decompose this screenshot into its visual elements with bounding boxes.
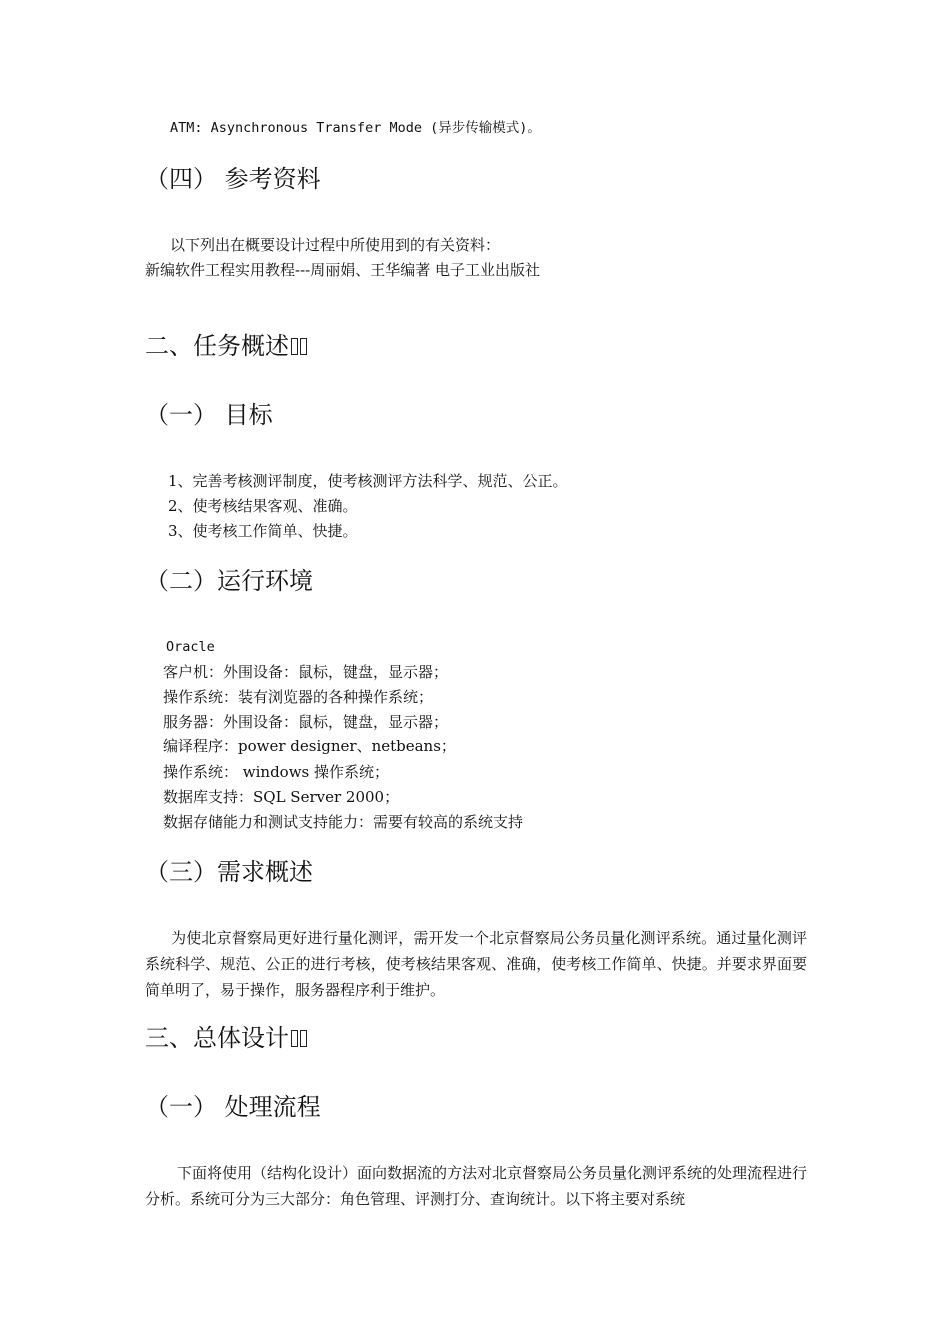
env-line: 操作系统： windows 操作系统； [163, 763, 390, 781]
missing-glyph-icon [300, 338, 307, 355]
env-line: 服务器：外围设备：鼠标，键盘，显示器； [163, 713, 449, 731]
process-flow-paragraph [145, 1160, 807, 1212]
env-line: 操作系统：装有浏览器的各种操作系统； [163, 688, 434, 706]
env-line: 数据库支持：SQL Server 2000； [163, 788, 400, 806]
env-line: 编译程序：power designer、netbeans； [163, 737, 456, 755]
chapter-heading-text: 二、任务概述 [145, 332, 289, 360]
env-line: 数据存储能力和测试支持能力：需要有较高的系统支持 [163, 813, 524, 831]
section-heading-process-flow: （一） 处理流程 [145, 1093, 321, 1121]
section-heading-references: （四） 参考资料 [145, 165, 321, 193]
process-flow-text: 下面将使用（结构化设计）面向数据流的方法对北京督察局公务员量化测评系统的处理流程进行分析。系统可分为三大部分：角色管理、评测打分、查询统计。以下将主要对系统 [145, 1164, 808, 1208]
chapter-heading-task-overview [145, 331, 307, 361]
requirements-paragraph [145, 925, 807, 1003]
section-heading-goals: （一） 目标 [145, 401, 273, 429]
atm-definition: ATM: Asynchronous Transfer Mode (异步传输模式)。 [170, 120, 541, 136]
env-line: 客户机：外围设备：鼠标，键盘，显示器； [163, 663, 449, 681]
env-line: Oracle [166, 639, 215, 655]
chapter-heading-overall-design [145, 1023, 307, 1053]
reference-book: 新编软件工程实用教程---周丽娟、王华编著 电子工业出版社 [145, 261, 540, 279]
missing-glyph-icon [291, 338, 298, 355]
requirements-text: 为使北京督察局更好进行量化测评，需开发一个北京督察局公务员量化测评系统。通过量化测评系统科学、规范、公正的进行考核，使考核结果客观、准确，使考核工作简单、快捷。并要求界面要简单明了，易于操作，服务器程序利于维护。 [145, 929, 807, 999]
goal-item: 3、使考核工作简单、快捷。 [168, 522, 358, 540]
section-heading-requirements: （三）需求概述 [145, 858, 313, 886]
section-heading-environment: （二）运行环境 [145, 567, 313, 595]
missing-glyph-icon [300, 1030, 307, 1047]
references-intro: 以下列出在概要设计过程中所使用到的有关资料： [170, 236, 501, 254]
goal-item: 1、完善考核测评制度，使考核测评方法科学、规范、公正。 [168, 472, 568, 490]
goal-item: 2、使考核结果客观、准确。 [168, 497, 358, 515]
chapter-heading-text: 三、总体设计 [145, 1024, 289, 1052]
missing-glyph-icon [291, 1030, 298, 1047]
